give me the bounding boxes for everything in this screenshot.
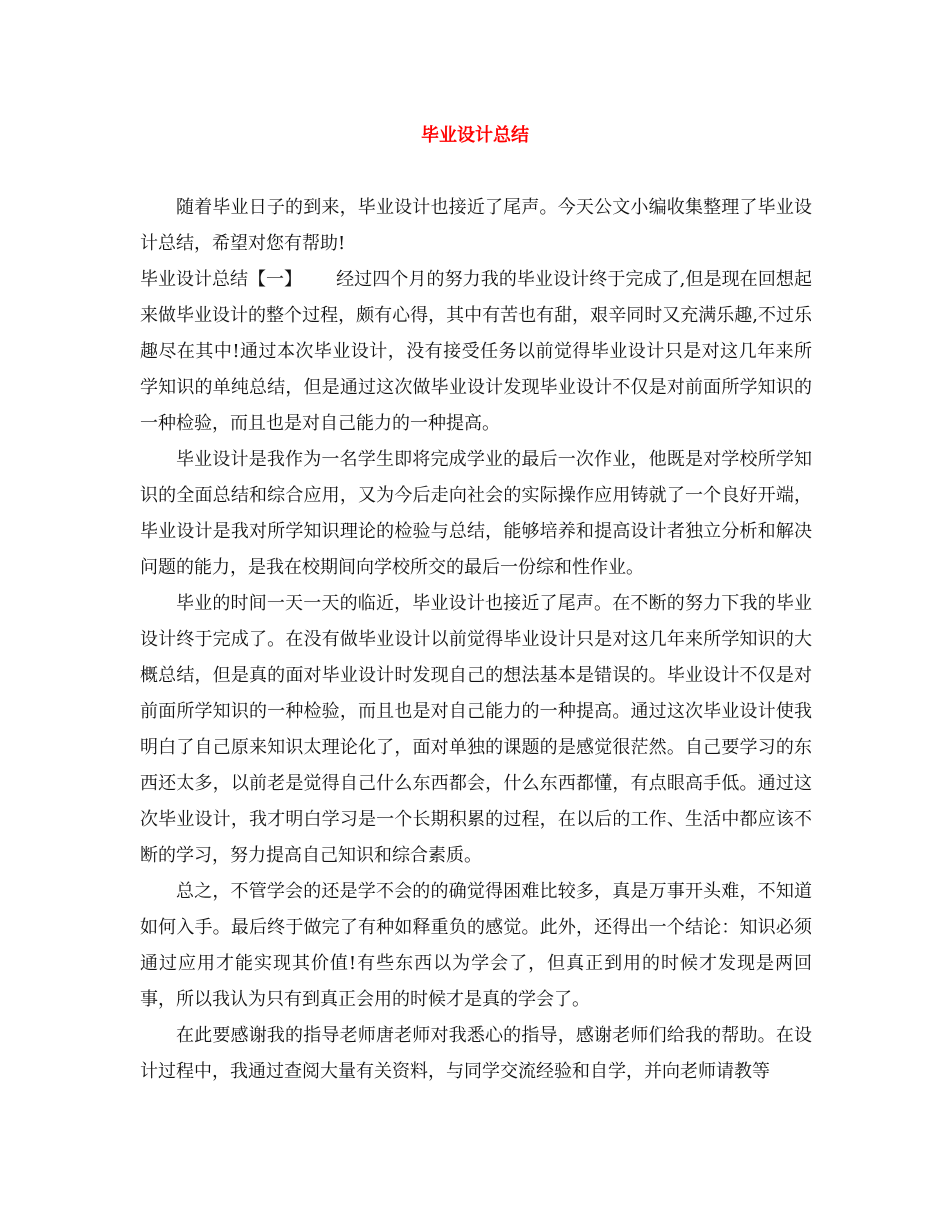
- document-body: [140, 190, 812, 1090]
- section-one-text: 经过四个月的努力我的毕业设计终于完成了,但是现在回想起来做毕业设计的整个过程，颇有心得，其中有苦也有甜，艰辛同时又充满乐趣,不过乐趣尽在其中!通过本次毕业设计，没有接受任务以前觉得毕业设计只是对这几年来所学知识的单纯总结，但是通过这次做毕业设计发现毕业设计不仅是对前面所学知识的一种检验，而且也是对自己能力的一种提高。: [140, 269, 812, 434]
- body-paragraph: 毕业设计是我作为一名学生即将完成学业的最后一次作业，他既是对学校所学知识的全面总结和综合应用，又为今后走向社会的实际操作应用铸就了一个良好开端，毕业设计是我对所学知识理论的检验与总结，能够培养和提高设计者独立分析和解决问题的能力，是我在校期间向学校所交的最后一份综和性作业。: [140, 449, 812, 578]
- body-paragraph: 毕业的时间一天一天的临近，毕业设计也接近了尾声。在不断的努力下我的毕业设计终于完成了。在没有做毕业设计以前觉得毕业设计只是对这几年来所学知识的大概总结，但是真的面对毕业设计时发现自己的想法基本是错误的。毕业设计不仅是对前面所学知识的一种检验，而且也是对自己能力的一种提高。通过这次毕业设计使我明白了自己原来知识太理论化了，面对单独的课题的是感觉很茫然。自己要学习的东西还太多，以前老是觉得自己什么东西都会，什么东西都懂，有点眼高手低。通过这次毕业设计，我才明白学习是一个长期积累的过程，在以后的工作、生活中都应该不断的学习，努力提高自己知识和综合素质。: [140, 593, 812, 866]
- intro-paragraph: 随着毕业日子的到来，毕业设计也接近了尾声。今天公文小编收集整理了毕业设计总结，希望对您有帮助!: [140, 197, 812, 254]
- body-paragraph: 在此要感谢我的指导老师唐老师对我悉心的指导，感谢老师们给我的帮助。在设计过程中，我通过查阅大量有关资料，与同学交流经验和自学，并向老师请教等: [140, 1025, 812, 1082]
- section-one-paragraph: [140, 262, 812, 442]
- body-paragraph: 总之，不管学会的还是学不会的的确觉得困难比较多，真是万事开头难，不知道如何入手。最后终于做完了有种如释重负的感觉。此外，还得出一个结论：知识必须通过应用才能实现其价值!有些东西以为学会了，但真正到用的时候才发现是两回事，所以我认为只有到真正会用的时候才是真的学会了。: [140, 881, 812, 1010]
- section-heading: 毕业设计总结【一】: [140, 269, 302, 290]
- document-title: 毕业设计总结: [421, 125, 529, 146]
